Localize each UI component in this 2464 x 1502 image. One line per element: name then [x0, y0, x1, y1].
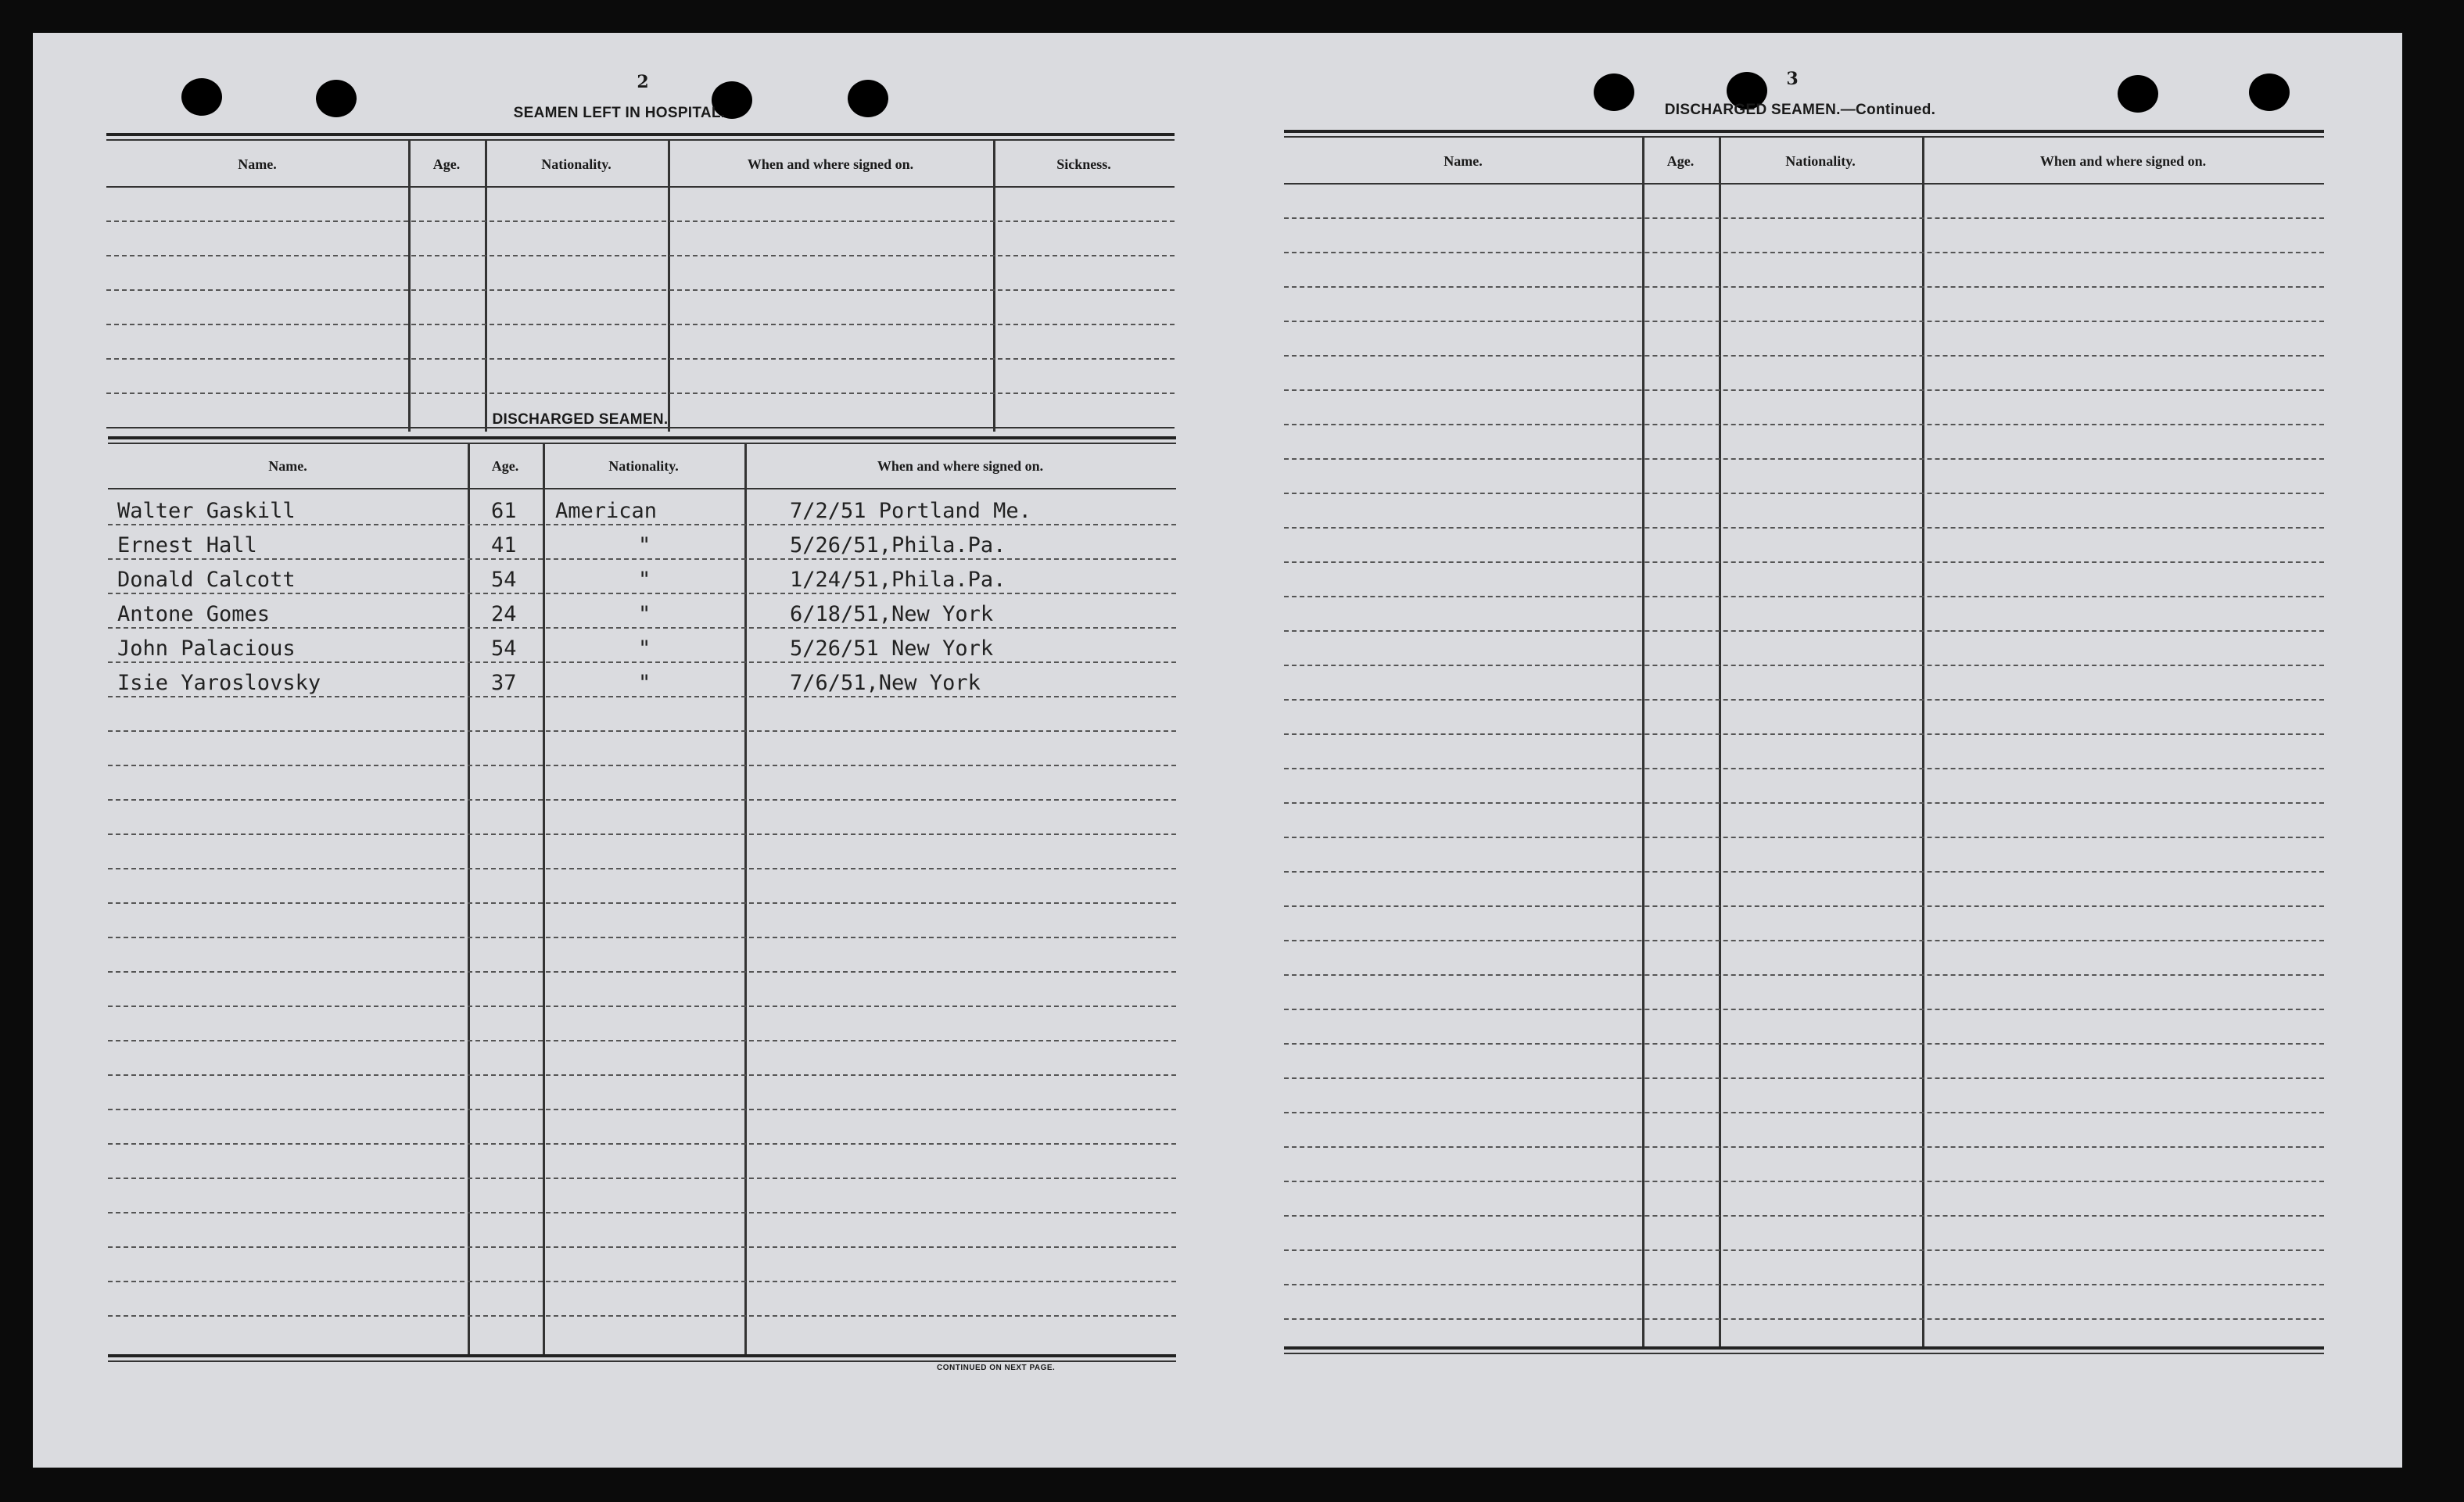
discharged-row-nationality: American [555, 499, 658, 523]
document-sheet [33, 33, 2402, 1468]
discharged-table-right [1284, 130, 2324, 1365]
discharged-row-name: Isie Yaroslovsky [117, 671, 321, 695]
discharged-row-signed-on: 6/18/51,New York [790, 602, 994, 626]
discharged-col-nationality: Nationality. [608, 458, 679, 474]
discharged-row-nationality: " [638, 671, 651, 695]
discharged-row-age: 41 [491, 533, 517, 557]
hospital-col-signed-on: When and where signed on. [747, 156, 914, 172]
discharged-row-nationality: " [638, 568, 651, 592]
discharged-row-signed-on: 5/26/51 New York [790, 636, 994, 661]
right-col-name: Name. [1444, 153, 1483, 169]
hospital-col-sickness: Sickness. [1056, 156, 1111, 172]
discharged-row-nationality: " [638, 602, 651, 626]
right-col-nationality: Nationality. [1785, 153, 1856, 169]
discharged-row-age: 24 [491, 602, 517, 626]
discharged-row-nationality: " [638, 533, 651, 557]
discharged-row-age: 54 [491, 568, 517, 592]
discharged-col-signed-on: When and where signed on. [877, 458, 1044, 474]
page-number-right: 3 [1786, 69, 1799, 89]
hospital-col-nationality: Nationality. [541, 156, 612, 172]
right-col-signed-on: When and where signed on. [2039, 153, 2207, 169]
discharged-row-signed-on: 7/6/51,New York [790, 671, 981, 695]
discharged-row-age: 61 [491, 499, 517, 523]
hospital-section-title: SEAMEN LEFT IN HOSPITAL. [513, 105, 726, 121]
discharged-row-signed-on: 5/26/51,Phila.Pa. [790, 533, 1006, 557]
discharged-row-signed-on: 7/2/51 Portland Me. [790, 499, 1031, 523]
punch-hole [316, 80, 357, 117]
right-col-age: Age. [1666, 153, 1695, 169]
discharged-row-age: 37 [491, 671, 517, 695]
discharged-col-name: Name. [268, 458, 307, 474]
hospital-table [106, 133, 1175, 432]
discharged-section-title: DISCHARGED SEAMEN. [492, 411, 669, 428]
discharged-table-left [108, 436, 1176, 1390]
discharged-row-nationality: " [638, 636, 651, 661]
hospital-col-age: Age. [432, 156, 461, 172]
punch-hole [181, 78, 222, 116]
discharged-row-name: Ernest Hall [117, 533, 257, 557]
continued-note: CONTINUED ON NEXT PAGE. [937, 1364, 1056, 1372]
right-page-title: DISCHARGED SEAMEN.—Continued. [1664, 102, 1936, 118]
discharged-row-name: Antone Gomes [117, 602, 271, 626]
discharged-row-name: John Palacious [117, 636, 296, 661]
punch-hole [2249, 73, 2290, 111]
discharged-row-name: Walter Gaskill [117, 499, 296, 523]
punch-hole [2118, 75, 2158, 113]
discharged-row-age: 54 [491, 636, 517, 661]
discharged-col-age: Age. [491, 458, 519, 474]
discharged-row-name: Donald Calcott [117, 568, 296, 592]
page-number-left: 2 [637, 72, 649, 92]
hospital-col-name: Name. [238, 156, 277, 172]
discharged-row-signed-on: 1/24/51,Phila.Pa. [790, 568, 1006, 592]
